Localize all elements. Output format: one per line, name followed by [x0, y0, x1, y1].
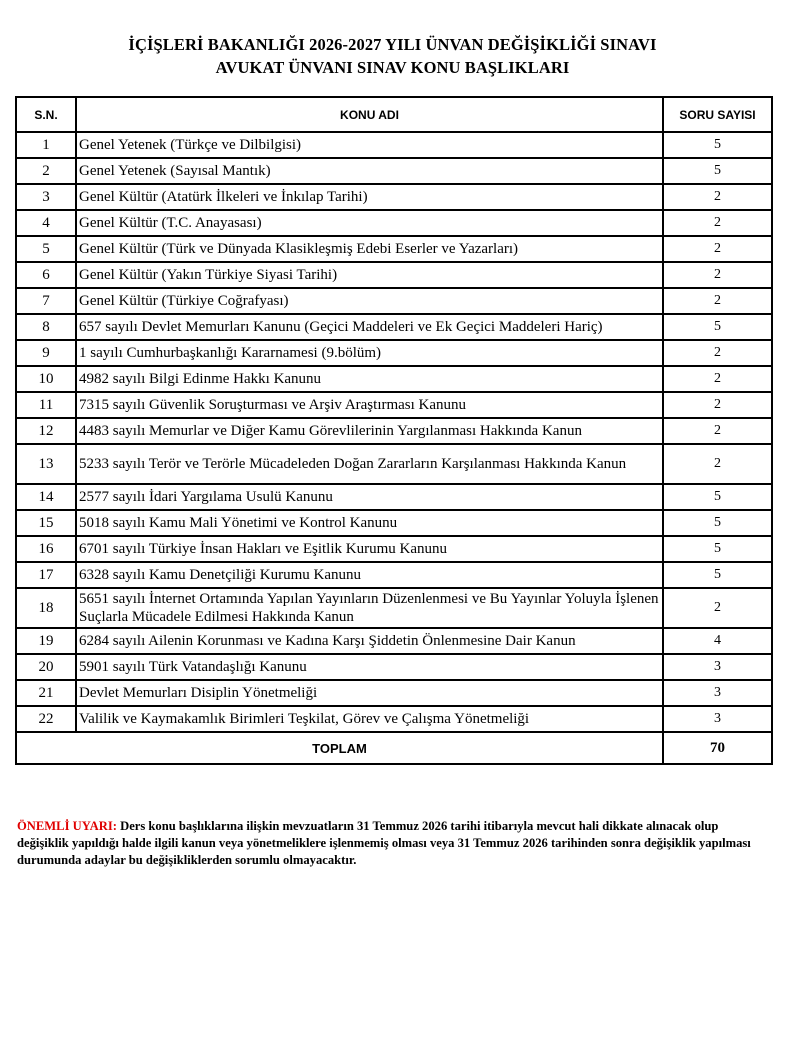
table-row	[16, 588, 772, 628]
row-question-count: 2	[663, 184, 772, 210]
row-sn: 17	[16, 562, 76, 588]
row-sn: 1	[16, 132, 76, 158]
row-subject-name: Genel Kültür (T.C. Anayasası)	[76, 210, 663, 236]
table-row	[16, 210, 772, 236]
row-sn: 19	[16, 628, 76, 654]
row-sn: 22	[16, 706, 76, 732]
document-subtitle: AVUKAT ÜNVANI SINAV KONU BAŞLIKLARI	[215, 58, 570, 77]
table-row	[16, 628, 772, 654]
row-question-count: 5	[663, 132, 772, 158]
header-subject-name: KONU ADI	[76, 97, 663, 132]
row-question-count: 2	[663, 392, 772, 418]
important-warning	[17, 818, 769, 869]
row-sn: 5	[16, 236, 76, 262]
row-sn: 8	[16, 314, 76, 340]
row-subject-name: 2577 sayılı İdari Yargılama Usulü Kanunu	[76, 484, 663, 510]
table-row	[16, 132, 772, 158]
table-row	[16, 536, 772, 562]
row-question-count: 2	[663, 366, 772, 392]
table-row	[16, 340, 772, 366]
table-row	[16, 680, 772, 706]
total-value: 70	[663, 732, 772, 764]
row-question-count: 3	[663, 706, 772, 732]
row-question-count: 3	[663, 654, 772, 680]
row-question-count: 5	[663, 484, 772, 510]
row-question-count: 2	[663, 210, 772, 236]
table-row	[16, 366, 772, 392]
row-question-count: 2	[663, 288, 772, 314]
row-subject-name: 5233 sayılı Terör ve Terörle Mücadeleden Doğan Zararların Karşılanması Hakkında Kanun	[76, 444, 663, 484]
total-row	[16, 732, 772, 764]
row-question-count: 5	[663, 314, 772, 340]
warning-text: Ders konu başlıklarına ilişkin mevzuatların 31 Temmuz 2026 tarihi itibarıyla mevcut hali dikkate alınacak olup değişiklik yapıldığı halde ilgili kanun veya yönetmeliklere işlenmemiş olması veya 31 Temmuz 2026 tarihinden sonra değişiklik yapılması durumunda adaylar bu değişikliklerden sorumlu olmayacaktır.	[17, 819, 751, 867]
table-row	[16, 484, 772, 510]
table-row	[16, 158, 772, 184]
row-subject-name: 6328 sayılı Kamu Denetçiliği Kurumu Kanunu	[76, 562, 663, 588]
row-question-count: 2	[663, 588, 772, 628]
row-question-count: 2	[663, 262, 772, 288]
row-sn: 20	[16, 654, 76, 680]
row-subject-name: 5018 sayılı Kamu Mali Yönetimi ve Kontrol Kanunu	[76, 510, 663, 536]
row-question-count: 5	[663, 562, 772, 588]
table-row	[16, 184, 772, 210]
table-row	[16, 706, 772, 732]
table-row	[16, 654, 772, 680]
row-subject-name: 5901 sayılı Türk Vatandaşlığı Kanunu	[76, 654, 663, 680]
row-sn: 12	[16, 418, 76, 444]
row-subject-name: Genel Kültür (Atatürk İlkeleri ve İnkılap Tarihi)	[76, 184, 663, 210]
row-sn: 16	[16, 536, 76, 562]
row-sn: 2	[16, 158, 76, 184]
row-question-count: 5	[663, 510, 772, 536]
row-question-count: 4	[663, 628, 772, 654]
row-subject-name: 6284 sayılı Ailenin Korunması ve Kadına Karşı Şiddetin Önlenmesine Dair Kanun	[76, 628, 663, 654]
row-subject-name: 4483 sayılı Memurlar ve Diğer Kamu Görevlilerinin Yargılanması Hakkında Kanun	[76, 418, 663, 444]
table-row	[16, 236, 772, 262]
row-subject-name: Genel Kültür (Türkiye Coğrafyası)	[76, 288, 663, 314]
row-question-count: 2	[663, 340, 772, 366]
table-row	[16, 418, 772, 444]
row-sn: 13	[16, 444, 76, 484]
row-subject-name: 4982 sayılı Bilgi Edinme Hakkı Kanunu	[76, 366, 663, 392]
row-subject-name: 657 sayılı Devlet Memurları Kanunu (Geçici Maddeleri ve Ek Geçici Maddeleri Hariç)	[76, 314, 663, 340]
row-sn: 4	[16, 210, 76, 236]
header-question-count: SORU SAYISI	[663, 97, 772, 132]
row-subject-name: Genel Kültür (Türk ve Dünyada Klasikleşmiş Edebi Eserler ve Yazarları)	[76, 236, 663, 262]
table-row	[16, 510, 772, 536]
row-sn: 15	[16, 510, 76, 536]
row-question-count: 2	[663, 444, 772, 484]
row-subject-name: Genel Yetenek (Sayısal Mantık)	[76, 158, 663, 184]
table-row	[16, 288, 772, 314]
table-row	[16, 444, 772, 484]
row-subject-name: Valilik ve Kaymakamlık Birimleri Teşkilat, Görev ve Çalışma Yönetmeliği	[76, 706, 663, 732]
row-subject-name: 6701 sayılı Türkiye İnsan Hakları ve Eşitlik Kurumu Kanunu	[76, 536, 663, 562]
row-question-count: 2	[663, 236, 772, 262]
row-sn: 18	[16, 588, 76, 628]
table-header-row	[16, 97, 772, 132]
row-sn: 3	[16, 184, 76, 210]
row-subject-name: 5651 sayılı İnternet Ortamında Yapılan Yayınların Düzenlenmesi ve Bu Yayınlar Yoluyla İşlenen Suçlarla Mücadele Edilmesi Hakkında Kanun	[76, 588, 663, 628]
row-sn: 14	[16, 484, 76, 510]
row-subject-name: 1 sayılı Cumhurbaşkanlığı Kararnamesi (9.bölüm)	[76, 340, 663, 366]
row-sn: 11	[16, 392, 76, 418]
row-question-count: 2	[663, 418, 772, 444]
row-sn: 10	[16, 366, 76, 392]
table-row	[16, 392, 772, 418]
table-row	[16, 562, 772, 588]
row-subject-name: 7315 sayılı Güvenlik Soruşturması ve Arşiv Araştırması Kanunu	[76, 392, 663, 418]
row-sn: 7	[16, 288, 76, 314]
row-question-count: 5	[663, 536, 772, 562]
header-sn: S.N.	[16, 97, 76, 132]
table-row	[16, 262, 772, 288]
row-subject-name: Devlet Memurları Disiplin Yönetmeliği	[76, 680, 663, 706]
row-sn: 6	[16, 262, 76, 288]
row-question-count: 3	[663, 680, 772, 706]
row-question-count: 5	[663, 158, 772, 184]
row-subject-name: Genel Yetenek (Türkçe ve Dilbilgisi)	[76, 132, 663, 158]
subjects-table	[15, 96, 773, 765]
row-sn: 9	[16, 340, 76, 366]
row-sn: 21	[16, 680, 76, 706]
warning-label: ÖNEMLİ UYARI:	[17, 819, 117, 833]
total-label: TOPLAM	[16, 732, 663, 764]
table-row	[16, 314, 772, 340]
row-subject-name: Genel Kültür (Yakın Türkiye Siyasi Tarihi)	[76, 262, 663, 288]
document-title: İÇİŞLERİ BAKANLIĞI 2026-2027 YILI ÜNVAN DEĞİŞİKLİĞİ SINAVI	[128, 35, 657, 54]
